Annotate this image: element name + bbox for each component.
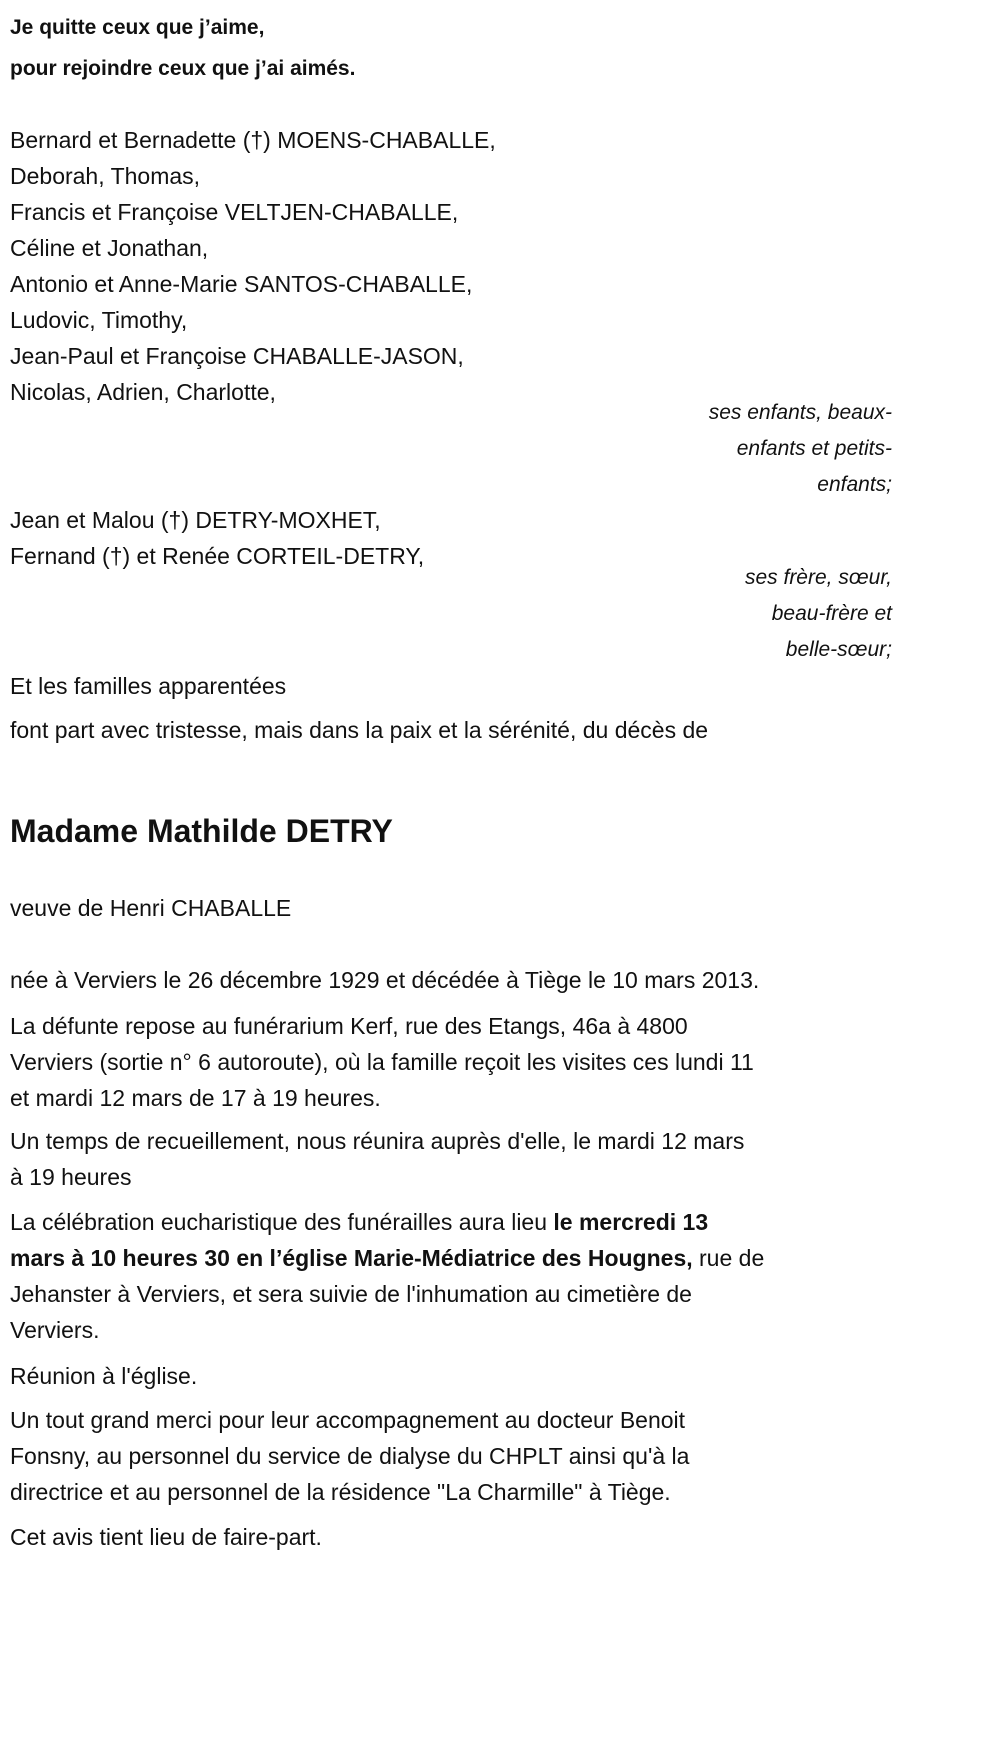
closing-note: Cet avis tient lieu de faire-part. (10, 1524, 322, 1550)
family-line: Bernard et Bernadette (†) MOENS-CHABALLE, (10, 127, 496, 153)
relation-label: beau-frère et (771, 602, 892, 625)
ceremony-date: le mercredi 13 (553, 1209, 709, 1235)
relation-label: enfants; (817, 473, 892, 496)
relation-label: ses frère, sœur, (744, 566, 892, 589)
meeting-info: Réunion à l'église. (10, 1363, 198, 1389)
families-line: Et les familles apparentées (10, 673, 287, 699)
thanks-text: Un tout grand merci pour leur accompagnement au docteur Benoit (10, 1407, 686, 1433)
family-line: Céline et Jonathan, (10, 235, 209, 261)
rest-info: et mardi 12 mars de 17 à 19 heures. (10, 1085, 381, 1111)
ceremony-text: La célébration eucharistique des funérailles aura lieu (10, 1209, 554, 1235)
family-line: Deborah, Thomas, (10, 163, 201, 189)
widow-line: veuve de Henri CHABALLE (10, 895, 292, 921)
family-line: Jean-Paul et Françoise CHABALLE-JASON, (10, 343, 464, 369)
quote-line: Je quitte ceux que j’aime, (10, 16, 265, 39)
family-line: Fernand (†) et Renée CORTEIL-DETRY, (10, 543, 425, 569)
ceremony-info: Verviers. (10, 1317, 100, 1343)
thanks-text: Fonsny, au personnel du service de dialyse du CHPLT ainsi qu'à la (10, 1443, 690, 1469)
ceremony-info (10, 1240, 764, 1276)
family-line: Ludovic, Timothy, (10, 307, 188, 333)
family-line: Antonio et Anne-Marie SANTOS-CHABALLE, (10, 271, 473, 297)
family-line: Jean et Malou (†) DETRY-MOXHET, (10, 507, 381, 533)
ceremony-place: mars à 10 heures 30 en l’église Marie-Médiatrice des Hougnes, (10, 1245, 693, 1271)
family-line: Francis et Françoise VELTJEN-CHABALLE, (10, 199, 459, 225)
ceremony-info (10, 1204, 708, 1240)
relation-label: enfants et petits- (736, 437, 892, 460)
gathering-info: Un temps de recueillement, nous réunira auprès d'elle, le mardi 12 mars (10, 1128, 745, 1154)
deceased-name: Madame Mathilde DETRY (10, 813, 393, 849)
rest-info: Verviers (sortie n° 6 autoroute), où la famille reçoit les visites ces lundi 11 (10, 1049, 754, 1075)
rest-info: La défunte repose au funérarium Kerf, rue des Etangs, 46a à 4800 (10, 1013, 688, 1039)
gathering-info: à 19 heures (10, 1164, 132, 1190)
ceremony-text: rue de (692, 1245, 765, 1271)
quote-line: pour rejoindre ceux que j’ai aimés. (10, 57, 356, 80)
thanks-text: directrice et au personnel de la résidence "La Charmille" à Tiège. (10, 1479, 671, 1505)
birth-death-line: née à Verviers le 26 décembre 1929 et décédée à Tiège le 10 mars 2013. (10, 967, 760, 993)
ceremony-info: Jehanster à Verviers, et sera suivie de l'inhumation au cimetière de (10, 1281, 692, 1307)
relation-label: ses enfants, beaux- (708, 401, 892, 424)
family-line: Nicolas, Adrien, Charlotte, (10, 379, 276, 405)
announcement: font part avec tristesse, mais dans la paix et la sérénité, du décès de (10, 717, 709, 743)
relation-label: belle-sœur; (785, 638, 892, 661)
